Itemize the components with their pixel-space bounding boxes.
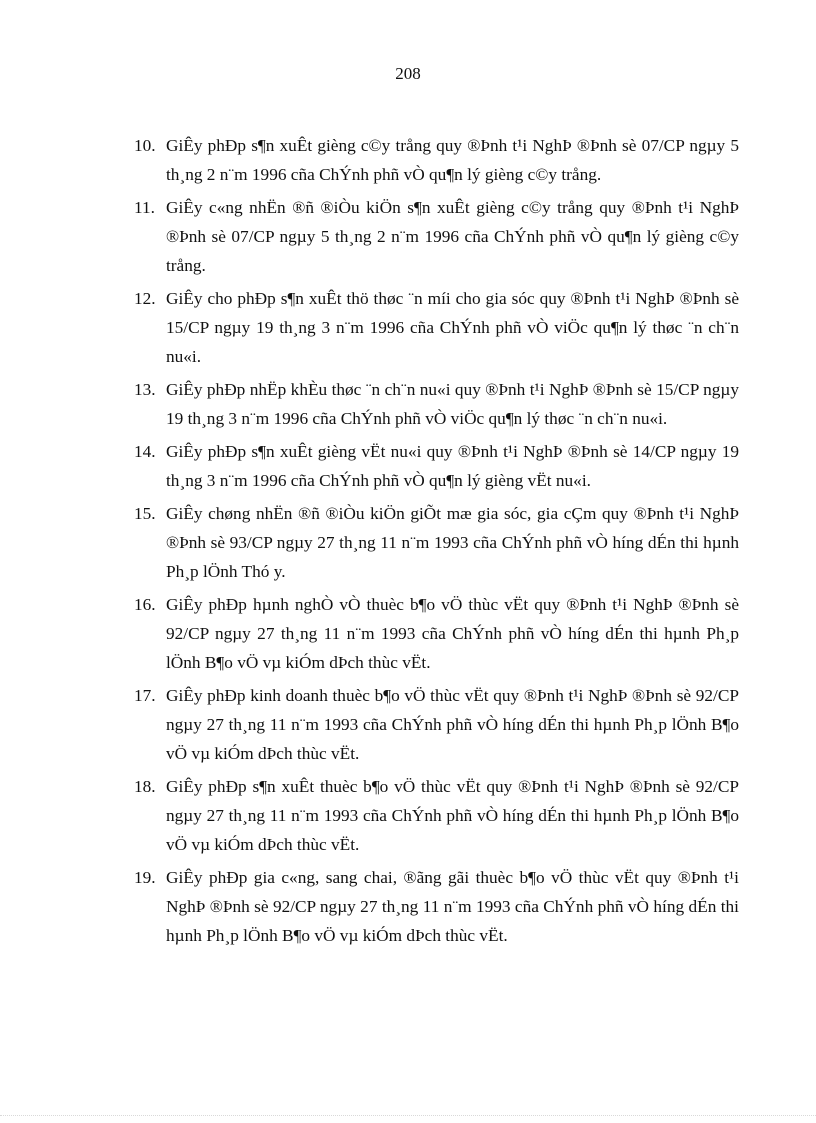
list-item-number: 11. bbox=[134, 198, 155, 217]
list-item-13 bbox=[134, 375, 739, 433]
permit-list bbox=[134, 131, 739, 954]
list-item-text: GiÊy c«ng nhËn ®ñ ®iÒu kiÖn s¶n xuÊt gièng c©y trång quy ®Þnh t¹i NghÞ ®Þnh sè 07/CP ngµy 5 th¸ng 2 n¨m 1996 cña ChÝnh phñ vÒ qu¶n lý gièng c©y trång. bbox=[166, 198, 739, 275]
list-item-17 bbox=[134, 681, 739, 768]
list-item-number: 18. bbox=[134, 777, 156, 796]
list-item-number: 16. bbox=[134, 595, 156, 614]
list-item-number: 15. bbox=[134, 504, 156, 523]
list-item-11 bbox=[134, 193, 739, 280]
list-item-10 bbox=[134, 131, 739, 189]
list-item-text: GiÊy phÐp hµnh nghÒ vÒ thuèc b¶o vÖ thùc vËt quy ®Þnh t¹i NghÞ ®Þnh sè 92/CP ngµy 27 th¸ng 11 n¨m 1993 cña ChÝnh phñ vÒ híng dÉn thi hµnh Ph¸p lÖnh B¶o vÖ vµ kiÓm dÞch thùc vËt. bbox=[166, 595, 739, 672]
list-item-number: 19. bbox=[134, 868, 156, 887]
list-item-text: GiÊy phÐp kinh doanh thuèc b¶o vÖ thùc vËt quy ®Þnh t¹i NghÞ ®Þnh sè 92/CP ngµy 27 th¸ng 11 n¨m 1993 cña ChÝnh phñ vÒ híng dÉn thi hµnh Ph¸p lÖnh B¶o vÖ vµ kiÓm dÞch thùc vËt. bbox=[166, 686, 739, 763]
list-item-number: 12. bbox=[134, 289, 156, 308]
list-item-text: GiÊy phÐp s¶n xuÊt gièng vËt nu«i quy ®Þnh t¹i NghÞ ®Þnh sè 14/CP ngµy 19 th¸ng 3 n¨m 1996 cña ChÝnh phñ vÒ qu¶n lý gièng vËt nu«i. bbox=[166, 442, 739, 490]
list-item-14 bbox=[134, 437, 739, 495]
list-item-number: 13. bbox=[134, 380, 156, 399]
list-item-18 bbox=[134, 772, 739, 859]
list-item-text: GiÊy phÐp s¶n xuÊt thuèc b¶o vÖ thùc vËt quy ®Þnh t¹i NghÞ ®Þnh sè 92/CP ngµy 27 th¸ng 11 n¨m 1993 cña ChÝnh phñ vÒ híng dÉn thi hµnh Ph¸p lÖnh B¶o vÖ vµ kiÓm dÞch thùc vËt. bbox=[166, 777, 739, 854]
page-number: 208 bbox=[395, 64, 421, 83]
list-item-12 bbox=[134, 284, 739, 371]
list-item-number: 14. bbox=[134, 442, 156, 461]
list-item-15 bbox=[134, 499, 739, 586]
list-item-text: GiÊy chøng nhËn ®ñ ®iÒu kiÖn giÕt mæ gia sóc, gia cÇm quy ®Þnh t¹i NghÞ ®Þnh sè 93/CP ngµy 27 th¸ng 11 n¨m 1993 cña ChÝnh phñ vÒ híng dÉn thi hµnh Ph¸p lÖnh Thó y. bbox=[166, 504, 739, 581]
list-item-16 bbox=[134, 590, 739, 677]
list-item-text: GiÊy phÐp s¶n xuÊt gièng c©y trång quy ®Þnh t¹i NghÞ ®Þnh sè 07/CP ngµy 5 th¸ng 2 n¨m 1996 cña ChÝnh phñ vÒ qu¶n lý gièng c©y trång. bbox=[166, 136, 739, 184]
list-item-text: GiÊy phÐp nhËp khÈu thøc ¨n ch¨n nu«i quy ®Þnh t¹i NghÞ ®Þnh sè 15/CP ngµy 19 th¸ng 3 n¨m 1996 cña ChÝnh phñ vÒ viÖc qu¶n lý thøc ¨n ch¨n nu«i. bbox=[166, 380, 739, 428]
page-bottom-divider bbox=[0, 1115, 816, 1116]
list-item-number: 10. bbox=[134, 136, 156, 155]
list-item-number: 17. bbox=[134, 686, 156, 705]
list-item-19 bbox=[134, 863, 739, 950]
list-item-text: GiÊy cho phÐp s¶n xuÊt thö thøc ¨n míi cho gia sóc quy ®Þnh t¹i NghÞ ®Þnh sè 15/CP ngµy 19 th¸ng 3 n¨m 1996 cña ChÝnh phñ vÒ viÖc qu¶n lý thøc ¨n ch¨n nu«i. bbox=[166, 289, 739, 366]
list-item-text: GiÊy phÐp gia c«ng, sang chai, ®ãng gãi thuèc b¶o vÖ thùc vËt quy ®Þnh t¹i NghÞ ®Þnh sè 92/CP ngµy 27 th¸ng 11 n¨m 1993 cña ChÝnh phñ vÒ híng dÉn thi hµnh Ph¸p lÖnh B¶o vÖ vµ kiÓm dÞch thùc vËt. bbox=[166, 868, 739, 945]
